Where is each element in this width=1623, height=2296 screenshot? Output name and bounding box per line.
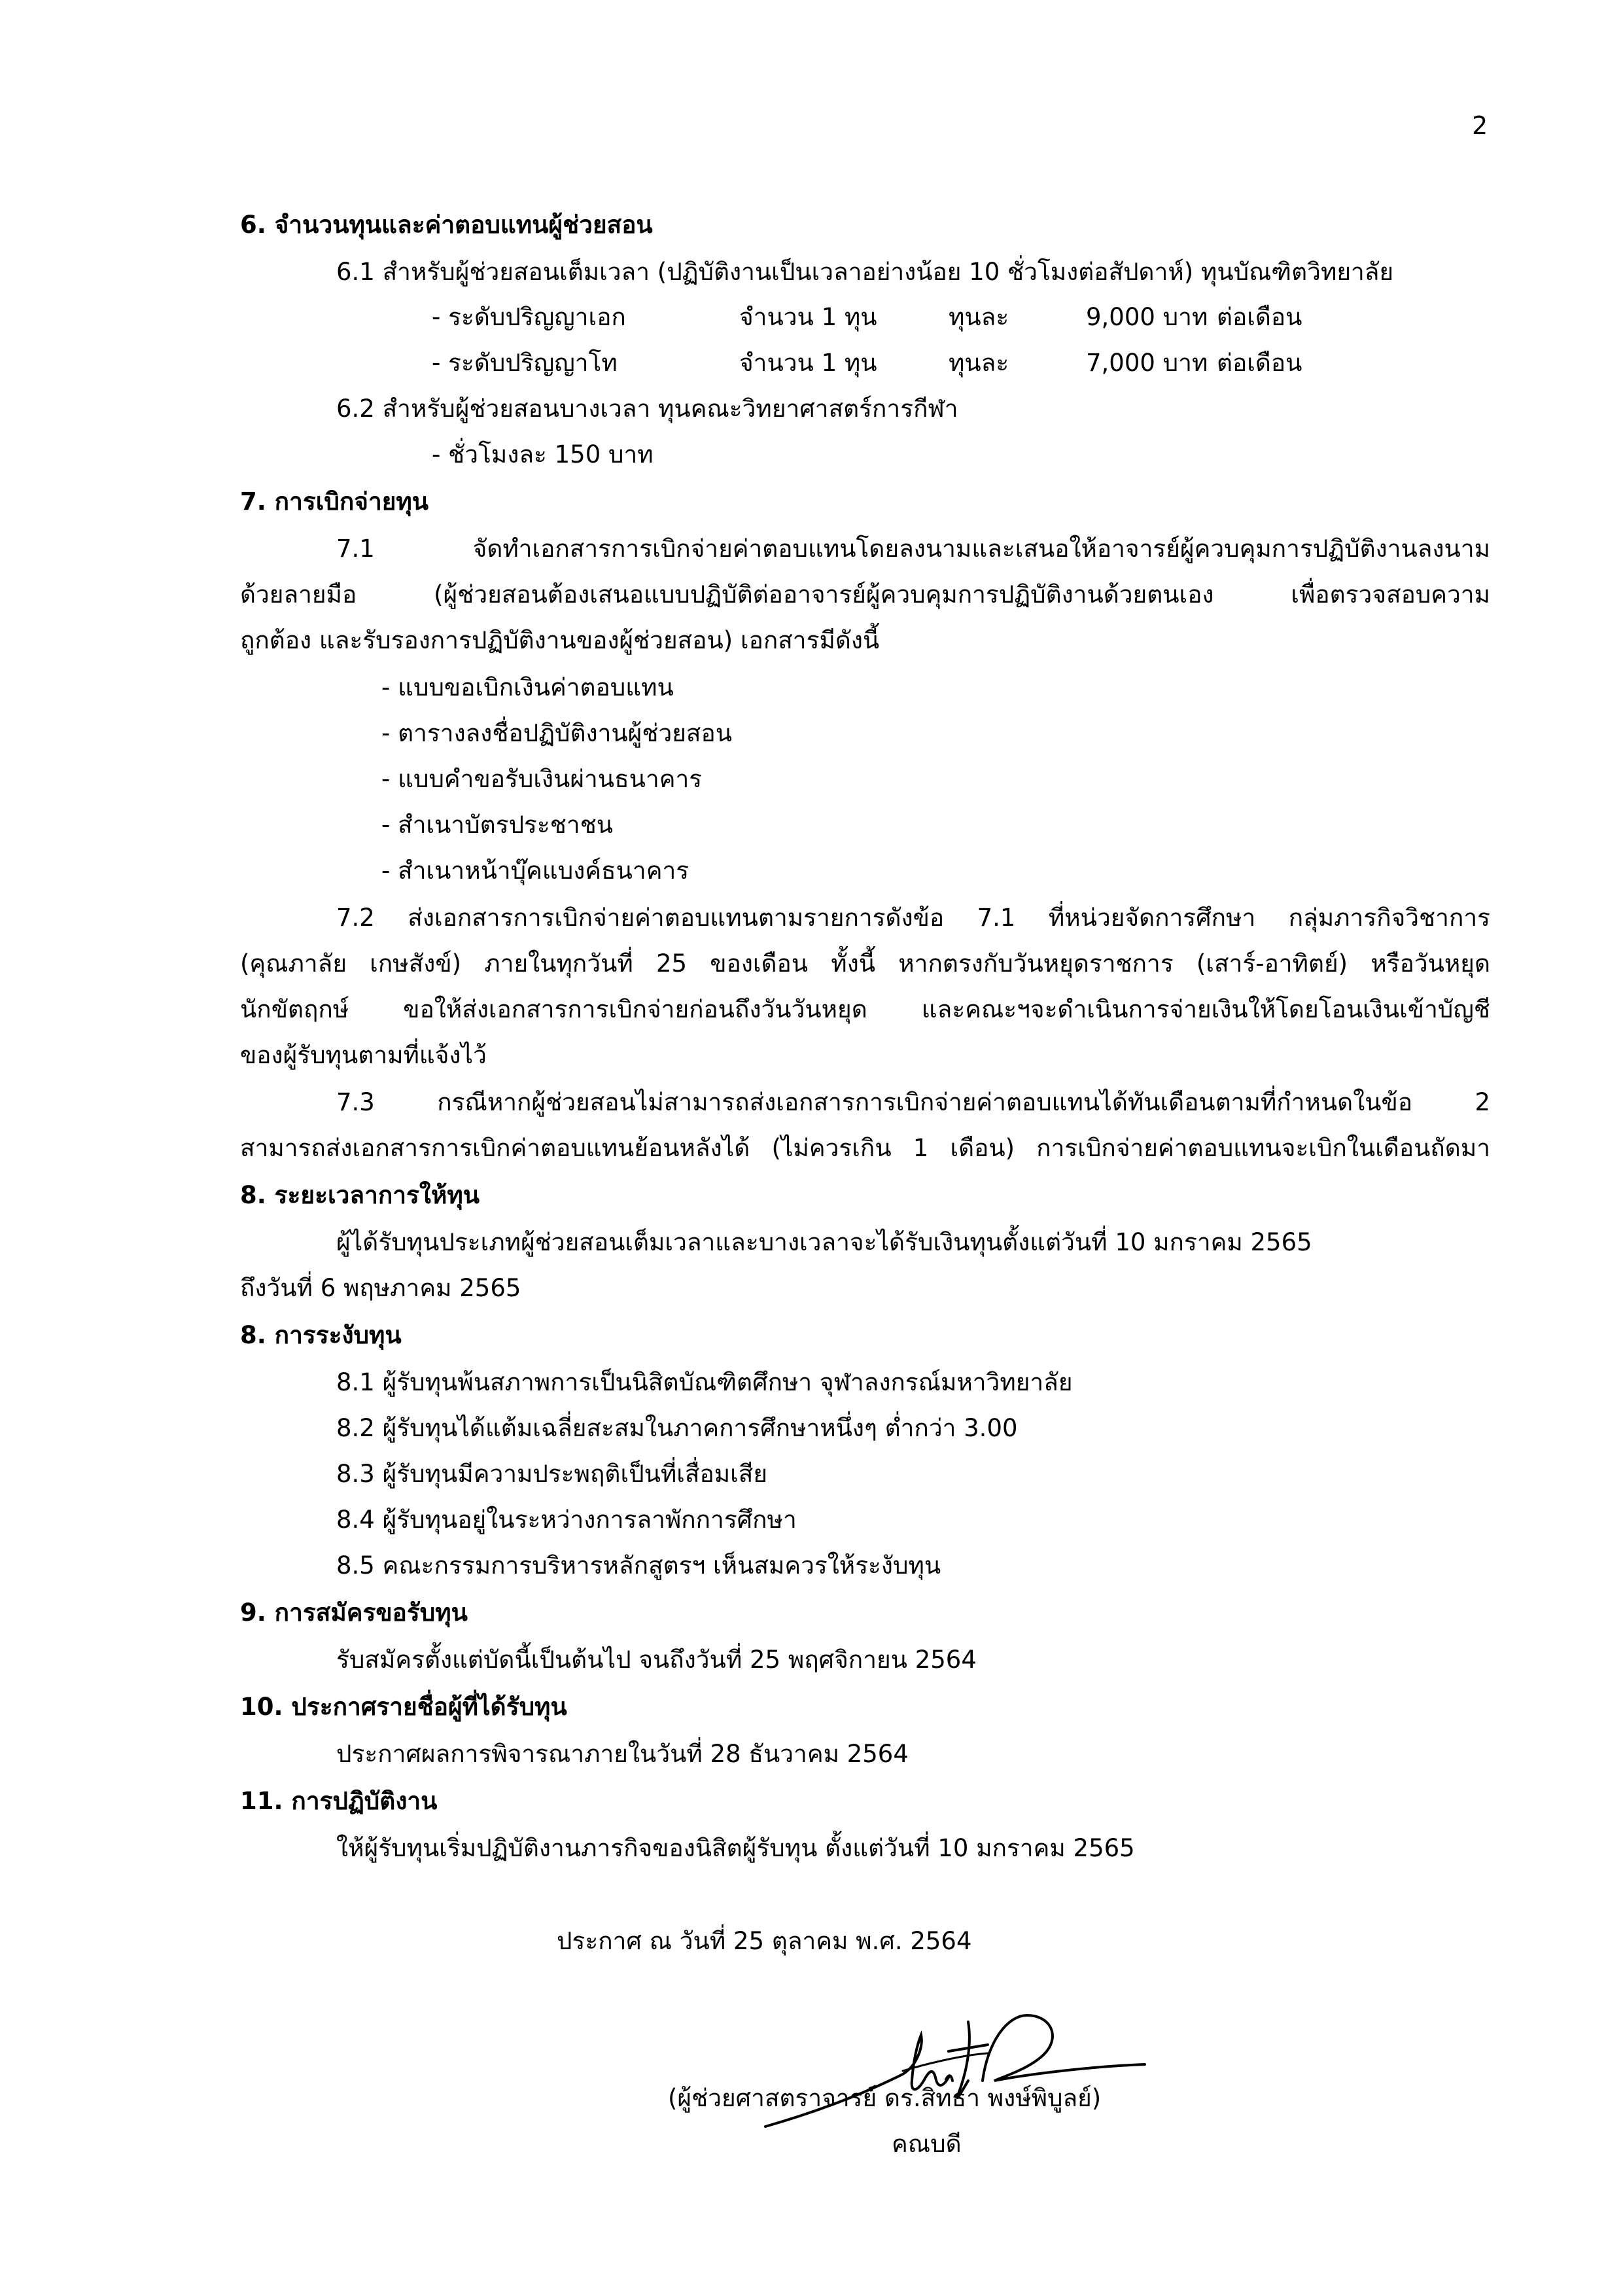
section-6-1-text: 6.1 สำหรับผู้ช่วยสอนเต็มเวลา (ปฏิบัติงานเป็นเวลาอย่างน้อย 10 ชั่วโมงต่อสัปดาห์) ทุนบัณฑิตวิทยาลัย: [336, 258, 1394, 286]
section-7-2-line-1: 7.2 ส่งเอกสารการเบิกจ่ายค่าตอบแทนตามรายการดังข้อ 7.1 ที่หน่วยจัดการศึกษา กลุ่มภารกิจวิชาการ: [336, 904, 1490, 932]
doc-item: - ตารางลงชื่อปฏิบัติงานผู้ช่วยสอน: [381, 719, 733, 747]
grant-each: ทุนละ: [949, 303, 1009, 331]
doc-item: - สำเนาหน้าบุ๊คแบงค์ธนาคาร: [381, 857, 689, 885]
suspension-item: 8.5 คณะกรรมการบริหารหลักสูตรฯ เห็นสมควรให้ระงับทุน: [336, 1551, 941, 1580]
doc-item: - สำเนาบัตรประชาชน: [381, 811, 614, 839]
doc-item: - แบบคำขอรับเงินผ่านธนาคาร: [381, 765, 703, 793]
grant-level: - ระดับปริญญาโท: [432, 349, 618, 377]
section-7-1-line-1: 7.1 จัดทำเอกสารการเบิกจ่ายค่าตอบแทนโดยลงนามและเสนอให้อาจารย์ผู้ควบคุมการปฏิบัติงานลงนาม: [336, 535, 1490, 563]
suspension-item: 8.3 ผู้รับทุนมีความประพฤติเป็นที่เสื่อมเสีย: [336, 1460, 768, 1488]
announcement-date: ประกาศ ณ วันที่ 25 ตุลาคม พ.ศ. 2564: [557, 1927, 972, 1955]
section-9-text: รับสมัครตั้งแต่บัดนี้เป็นต้นไป จนถึงวันที่ 25 พฤศจิกายน 2564: [336, 1646, 977, 1674]
section-7-2-line-2: (คุณภาลัย เกษสังข์) ภายในทุกวันที่ 25 ของเดือน ทั้งนี้ หากตรงกับวันหยุดราชการ (เสาร์-อาทิตย์) หรือวันหยุด: [240, 949, 1490, 978]
grant-unit: ต่อเดือน: [1217, 303, 1302, 331]
section-10-heading: 10. ประกาศรายชื่อผู้ที่ได้รับทุน: [240, 1693, 567, 1721]
page-number: 2: [1472, 111, 1488, 140]
grant-amount: 9,000 บาท: [1086, 303, 1208, 331]
grant-amount: 7,000 บาท: [1086, 349, 1208, 377]
section-8-suspension-heading: 8. การระงับทุน: [240, 1321, 402, 1349]
section-7-3-line-2: สามารถส่งเอกสารการเบิกค่าตอบแทนย้อนหลังได้ (ไม่ควรเกิน 1 เดือน) การเบิกจ่ายค่าตอบแทนจะเบิกในเดือนถัดมา: [240, 1134, 1490, 1162]
section-7-1-line-3: ถูกต้อง และรับรองการปฏิบัติงานของผู้ช่วยสอน) เอกสารมีดังนี้: [240, 626, 880, 654]
grant-unit: ต่อเดือน: [1217, 349, 1302, 377]
grant-count: จำนวน 1 ทุน: [739, 349, 877, 377]
grant-row-masters: [432, 349, 1302, 378]
section-8-period-line-1: ผู้ได้รับทุนประเภทผู้ช่วยสอนเต็มเวลาและบางเวลาจะได้รับเงินทุนตั้งแต่วันที่ 10 มกราคม 2565: [336, 1228, 1312, 1256]
section-6-2-item: - ชั่วโมงละ 150 บาท: [432, 440, 654, 468]
suspension-item: 8.4 ผู้รับทุนอยู่ในระหว่างการลาพักการศึกษา: [336, 1506, 797, 1534]
signer-title: คณบดี: [892, 2130, 962, 2158]
section-7-3-line-1: 7.3 กรณีหากผู้ช่วยสอนไม่สามารถส่งเอกสารการเบิกจ่ายค่าตอบแทนได้ทันเดือนตามที่กำหนดในข้อ 2: [336, 1088, 1490, 1116]
section-8-period-line-2: ถึงวันที่ 6 พฤษภาคม 2565: [240, 1274, 521, 1302]
section-6-heading: 6. จำนวนทุนและค่าตอบแทนผู้ช่วยสอน: [240, 211, 653, 239]
suspension-item: 8.1 ผู้รับทุนพ้นสภาพการเป็นนิสิตบัณฑิตศึกษา จุฬาลงกรณ์มหาวิทยาลัย: [336, 1368, 1073, 1396]
section-7-2-line-4: ของผู้รับทุนตามที่แจ้งไว้: [240, 1041, 487, 1069]
grant-count: จำนวน 1 ทุน: [739, 303, 877, 331]
suspension-item: 8.2 ผู้รับทุนได้แต้มเฉลี่ยสะสมในภาคการศึกษาหนึ่งๆ ต่ำกว่า 3.00: [336, 1414, 1018, 1442]
section-11-text: ให้ผู้รับทุนเริ่มปฏิบัติงานภารกิจของนิสิตผู้รับทุน ตั้งแต่วันที่ 10 มกราคม 2565: [336, 1834, 1135, 1862]
doc-item: - แบบขอเบิกเงินค่าตอบแทน: [381, 673, 674, 701]
grant-level: - ระดับปริญญาเอก: [432, 303, 626, 331]
section-8-period-heading: 8. ระยะเวลาการให้ทุน: [240, 1181, 480, 1209]
section-7-heading: 7. การเบิกจ่ายทุน: [240, 487, 429, 516]
grant-row-doctoral: [432, 303, 1302, 332]
signer-name: (ผู้ช่วยศาสตราจารย์ ดร.สิทธา พงษ์พิบูลย์): [668, 2084, 1102, 2112]
grant-each: ทุนละ: [949, 349, 1009, 377]
section-6-2-text: 6.2 สำหรับผู้ช่วยสอนบางเวลา ทุนคณะวิทยาศาสตร์การกีฬา: [336, 395, 958, 423]
section-7-1-line-2: ด้วยลายมือ (ผู้ช่วยสอนต้องเสนอแบบปฏิบัติต่ออาจารย์ผู้ควบคุมการปฏิบัติงานด้วยตนเอง เพื่อตรวจสอบความ: [240, 580, 1490, 609]
section-11-heading: 11. การปฏิบัติงาน: [240, 1787, 438, 1815]
section-9-heading: 9. การสมัครขอรับทุน: [240, 1598, 468, 1627]
section-10-text: ประกาศผลการพิจารณาภายในวันที่ 28 ธันวาคม 2564: [336, 1740, 909, 1768]
section-7-2-line-3: นักขัตฤกษ์ ขอให้ส่งเอกสารการเบิกจ่ายก่อนถึงวันวันหยุด และคณะฯจะดำเนินการจ่ายเงินให้โดยโอนเงินเข้าบัญชี: [240, 995, 1490, 1023]
